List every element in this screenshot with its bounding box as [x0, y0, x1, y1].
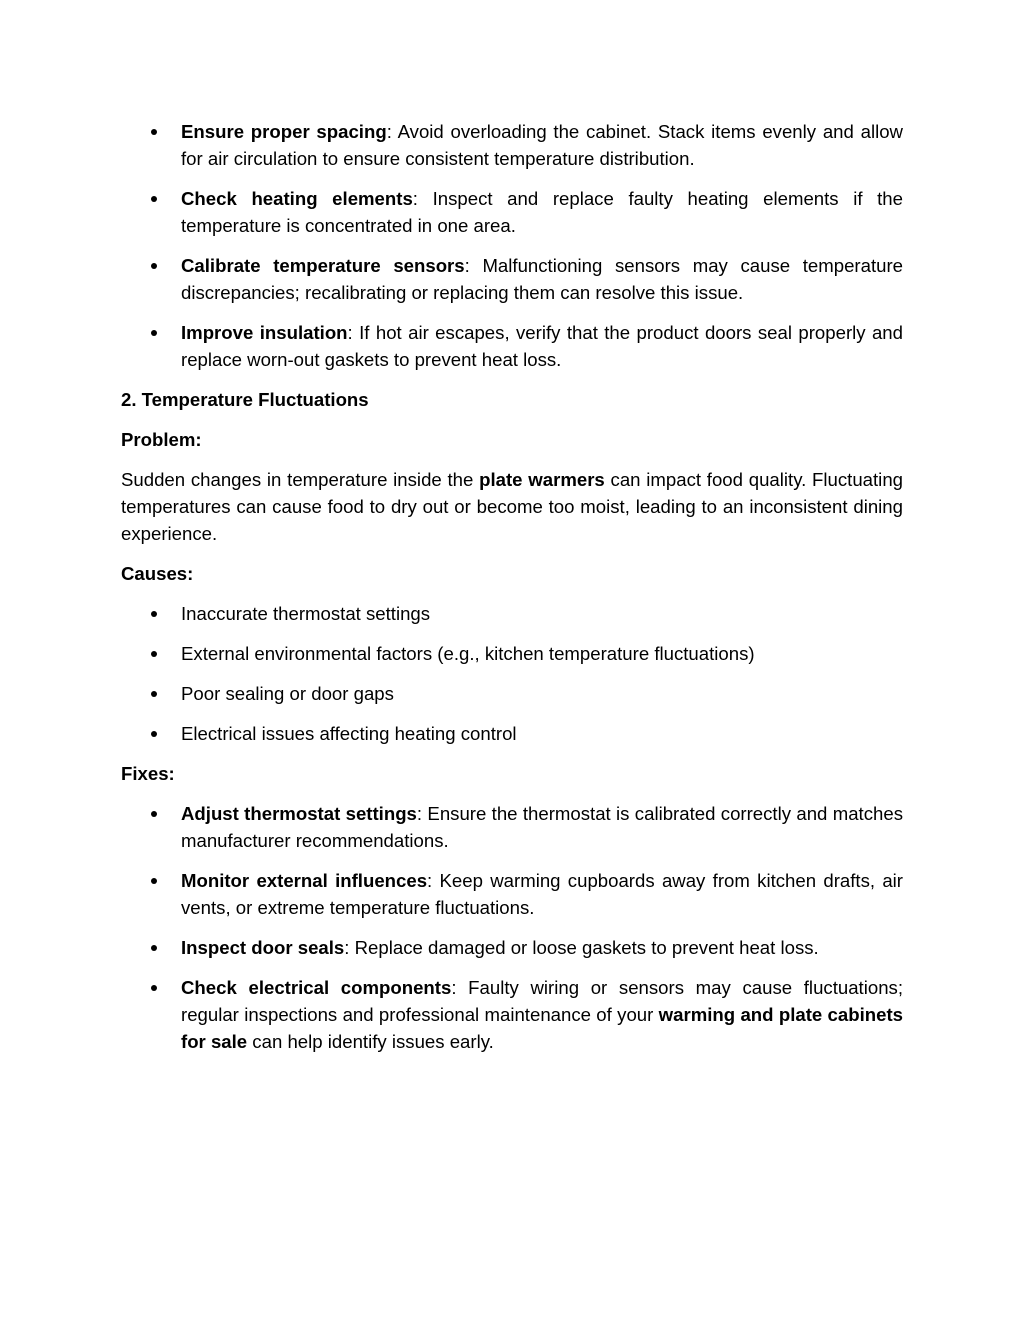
list-item-bold: Inspect door seals	[181, 937, 345, 958]
bullet-icon	[151, 985, 157, 991]
bullet-icon	[151, 263, 157, 269]
list-item-text: Electrical issues affecting heating control	[181, 723, 517, 744]
list-item-bold: warming and plate cabinets for sale	[181, 1004, 903, 1052]
list-item	[121, 800, 903, 854]
list-item-text: : Avoid overloading the cabinet. Stack items evenly and allow for air circulation to ensure consistent temperature distribution.	[181, 121, 903, 169]
list-item-text: : Faulty wiring or sensors may cause fluctuations; regular inspections and professional maintenance of your	[181, 977, 903, 1025]
list-item-bold: Calibrate temperature sensors	[181, 255, 465, 276]
list-item	[121, 934, 903, 961]
document-page	[121, 118, 903, 1068]
problem-paragraph	[121, 466, 903, 547]
list-item-text: : Inspect and replace faulty heating elements if the temperature is concentrated in one area.	[181, 188, 903, 236]
problem-text: can impact food quality. Fluctuating temperatures can cause food to dry out or become too moist, leading to an inconsistent dining experience.	[121, 469, 903, 544]
bullet-icon	[151, 651, 157, 657]
causes-heading: Causes:	[121, 563, 194, 584]
bullet-icon	[151, 611, 157, 617]
list-item-text: External environmental factors (e.g., kitchen temperature fluctuations)	[181, 643, 755, 664]
bullet-icon	[151, 129, 157, 135]
problem-text: Sudden changes in temperature inside the	[121, 469, 480, 490]
bullet-icon	[151, 691, 157, 697]
list-item-text: : Malfunctioning sensors may cause temperature discrepancies; recalibrating or replacing them can resolve this issue.	[181, 255, 903, 303]
list-item	[121, 680, 903, 707]
list-item-text: Poor sealing or door gaps	[181, 683, 394, 704]
bullet-icon	[151, 878, 157, 884]
list-item	[121, 867, 903, 921]
bullet-icon	[151, 731, 157, 737]
bullet-icon	[151, 330, 157, 336]
section-title: 2. Temperature Fluctuations	[121, 389, 369, 410]
list-item-text: : If hot air escapes, verify that the product doors seal properly and replace worn-out gaskets to prevent heat loss.	[181, 322, 903, 370]
bullet-icon	[151, 811, 157, 817]
fixes-list-top	[121, 118, 903, 373]
list-item-bold: Monitor external influences	[181, 870, 428, 891]
list-item-bold: Adjust thermostat settings	[181, 803, 417, 824]
list-item-text: : Keep warming cupboards away from kitchen drafts, air vents, or extreme temperature fluctuations.	[181, 870, 903, 918]
list-item-text: Inaccurate thermostat settings	[181, 603, 431, 624]
list-item	[121, 640, 903, 667]
list-item	[121, 720, 903, 747]
bullet-icon	[151, 196, 157, 202]
bullet-icon	[151, 945, 157, 951]
list-item	[121, 319, 903, 373]
list-item	[121, 600, 903, 627]
list-item-bold: Ensure proper spacing	[181, 121, 387, 142]
list-item	[121, 252, 903, 306]
list-item-bold: Improve insulation	[181, 322, 348, 343]
list-item	[121, 974, 903, 1055]
list-item-text: can help identify issues early.	[247, 1031, 494, 1052]
problem-bold: plate warmers	[479, 469, 605, 490]
list-item-bold: Check electrical components	[181, 977, 452, 998]
causes-list	[121, 600, 903, 747]
fixes-heading: Fixes:	[121, 763, 175, 784]
list-item	[121, 118, 903, 172]
problem-heading: Problem:	[121, 429, 202, 450]
list-item-bold: Check heating elements	[181, 188, 413, 209]
list-item	[121, 185, 903, 239]
list-item-text: : Ensure the thermostat is calibrated correctly and matches manufacturer recommendations.	[181, 803, 903, 851]
list-item-text: : Replace damaged or loose gaskets to prevent heat loss.	[344, 937, 819, 958]
fixes-list	[121, 800, 903, 1055]
